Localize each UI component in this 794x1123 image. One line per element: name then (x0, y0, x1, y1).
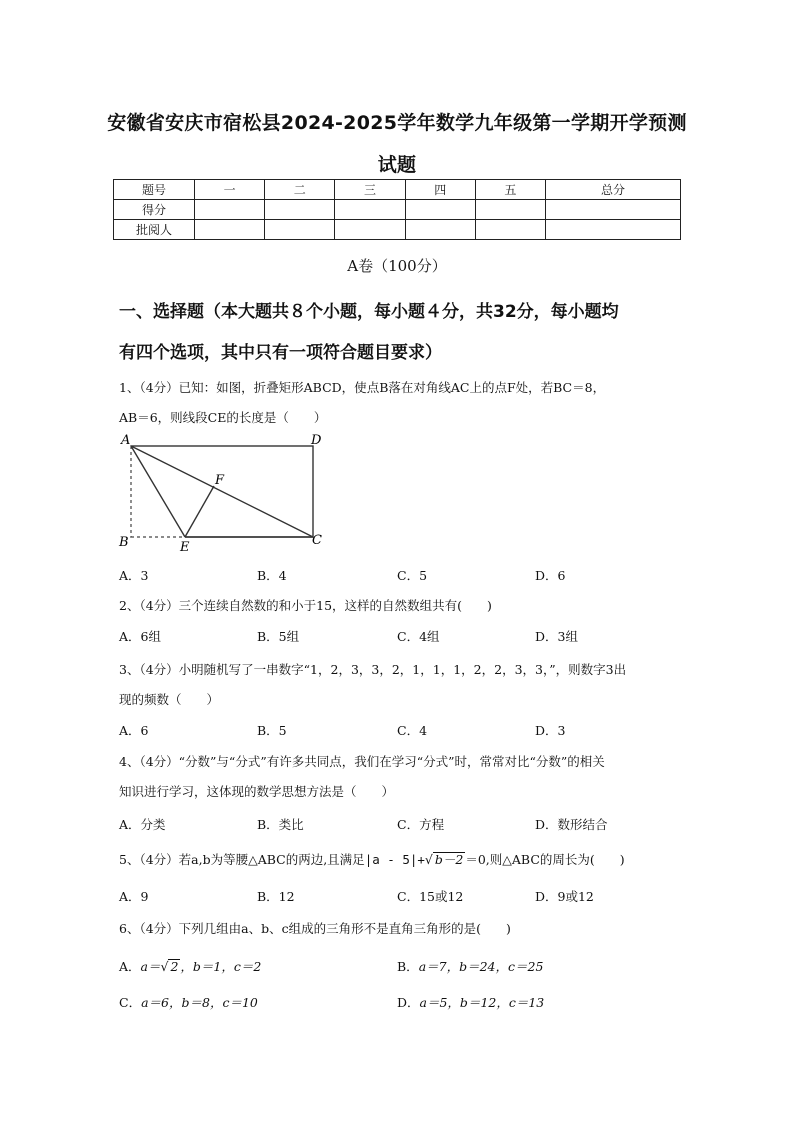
header-cell: 题号 (114, 180, 195, 200)
document-title-line1: 安徽省安庆市宿松县2024-2025学年数学九年级第一学期开学预测 (107, 112, 687, 134)
q2-option-d[interactable]: D．3组 (535, 629, 578, 644)
header-cell: 四 (405, 180, 475, 200)
label-d: D (311, 433, 322, 448)
label-a: A (121, 433, 131, 448)
q5-abs-expr: |a - 5|+ (364, 852, 425, 867)
q5-option-c[interactable]: C．15或12 (397, 889, 464, 904)
label-e: E (180, 540, 190, 555)
q5-option-d[interactable]: D．9或12 (535, 889, 594, 904)
q1-option-a[interactable]: A．3 (119, 568, 149, 583)
q2-option-b[interactable]: B．5组 (257, 629, 300, 644)
q3-option-b[interactable]: B．5 (257, 723, 287, 738)
header-cell: 五 (475, 180, 545, 200)
question-1-line1: 1、（4分）已知：如图，折叠矩形ABCD，使点B落在对角线AC上的点F处，若BC＝8， (119, 380, 606, 395)
header-cell: 二 (265, 180, 335, 200)
q1-option-c[interactable]: C．5 (397, 568, 428, 583)
q6-option-c-text: a＝6，b＝8，c＝10 (141, 995, 258, 1010)
q6-option-d-letter: D． (397, 995, 420, 1010)
q6-sqrt-expr: √ 2 (160, 959, 179, 974)
question-5-line1 (119, 850, 625, 868)
q4-option-c[interactable]: C．方程 (397, 817, 445, 832)
q5-sqrt-expr: √ b－2 (424, 852, 464, 867)
section-a-title: A卷（100分） (347, 257, 447, 275)
score-cell (405, 220, 475, 240)
score-cell (265, 220, 335, 240)
score-cell (546, 220, 681, 240)
q6-option-c[interactable] (119, 993, 258, 1011)
q6-option-b-text: a＝7，b＝24，c＝25 (418, 959, 544, 974)
header-cell: 总分 (546, 180, 681, 200)
question-2-line1: 2、（4分）三个连续自然数的和小于15，这样的自然数组共有( ) (119, 598, 492, 613)
score-cell (546, 200, 681, 220)
q2-option-a[interactable]: A．6组 (119, 629, 161, 644)
q6-option-a-post: ，b＝1，c＝2 (180, 959, 262, 974)
q6-option-b-letter: B． (397, 959, 419, 974)
q6-sqrt-radicand: 2 (170, 959, 179, 974)
question-3-line2: 现的频数（ ） (119, 692, 220, 707)
label-c: C (312, 533, 322, 548)
q6-option-a-letter: A． (119, 959, 141, 974)
score-table-row (114, 220, 681, 240)
q5-text-post: ＝0,则△ABC的周长为( ) (465, 852, 625, 867)
score-cell (335, 220, 405, 240)
score-table-header-row (114, 180, 681, 200)
label-f: F (215, 473, 225, 488)
part1-heading-line1: 一、选择题（本大题共８个小题，每小题４分，共32分，每小题均 (119, 302, 619, 322)
q6-option-a-pre: a＝ (140, 959, 161, 974)
q1-option-b[interactable]: B．4 (257, 568, 287, 583)
segment-ef (185, 486, 214, 537)
question-6-line1: 6、（4分）下列几组由a、b、c组成的三角形不是直角三角形的是( ) (119, 921, 511, 936)
document-title-line2: 试题 (377, 154, 417, 176)
q3-option-a[interactable]: A．6 (119, 723, 149, 738)
score-cell (475, 200, 545, 220)
q5-sqrt-radicand: b－2 (434, 852, 464, 867)
q4-option-b[interactable]: B．类比 (257, 817, 304, 832)
score-table-row (114, 200, 681, 220)
part1-heading-line2: 有四个选项，其中只有一项符合题目要求） (119, 343, 442, 363)
score-cell (195, 220, 265, 240)
q6-option-d[interactable] (397, 993, 544, 1011)
q6-option-c-letter: C． (119, 995, 142, 1010)
score-cell (475, 220, 545, 240)
header-cell: 三 (335, 180, 405, 200)
q6-option-b[interactable] (397, 957, 543, 975)
q4-option-d[interactable]: D．数形结合 (535, 817, 608, 832)
q4-option-a[interactable]: A．分类 (119, 817, 166, 832)
question-1-figure (115, 430, 330, 555)
question-4-line2: 知识进行学习，这体现的数学思想方法是（ ） (119, 784, 395, 799)
score-table (113, 179, 681, 240)
score-cell (195, 200, 265, 220)
q6-option-a[interactable] (119, 957, 261, 975)
row-label: 批阅人 (114, 220, 195, 240)
q3-option-c[interactable]: C．4 (397, 723, 428, 738)
q5-option-a[interactable]: A．9 (119, 889, 149, 904)
row-label: 得分 (114, 200, 195, 220)
score-cell (335, 200, 405, 220)
question-4-line1: 4、（4分）“分数”与“分式”有许多共同点，我们在学习“分式”时，常常对比“分数”的相关 (119, 754, 605, 769)
q3-option-d[interactable]: D．3 (535, 723, 566, 738)
q5-option-b[interactable]: B．12 (257, 889, 295, 904)
question-1-line2: AB＝6，则线段CE的长度是（ ） (119, 410, 327, 425)
q6-option-d-text: a＝5，b＝12，c＝13 (419, 995, 545, 1010)
score-cell (265, 200, 335, 220)
q2-option-c[interactable]: C．4组 (397, 629, 440, 644)
header-cell: 一 (195, 180, 265, 200)
score-cell (405, 200, 475, 220)
q5-text-pre: 5、（4分）若a,b为等腰△ABC的两边,且满足 (119, 852, 365, 867)
label-b: B (119, 535, 129, 550)
q1-option-d[interactable]: D．6 (535, 568, 566, 583)
question-3-line1: 3、（4分）小明随机写了一串数字“1，2，3，3，2，1，1，1，2，2，3，3，”，则数字3出 (119, 662, 627, 677)
